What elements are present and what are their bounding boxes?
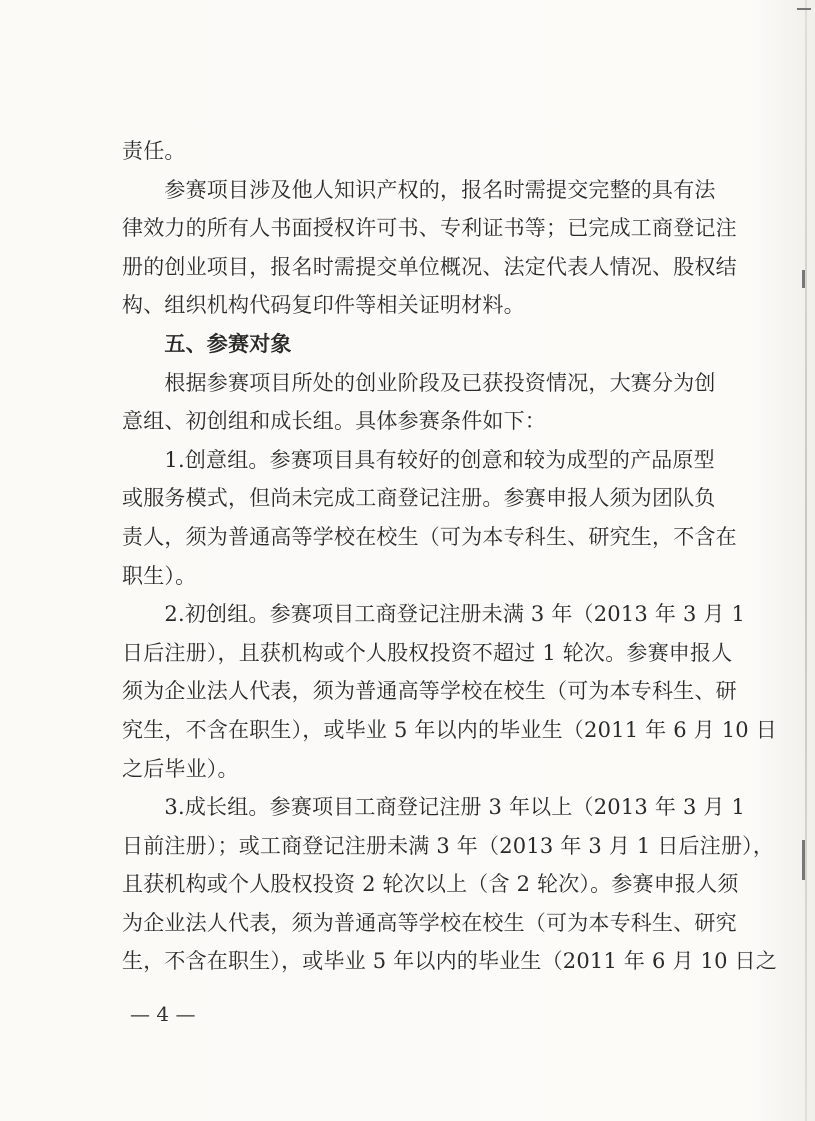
edge-mark bbox=[802, 270, 805, 288]
text-line: 册的创业项目，报名时需提交单位概况、法定代表人情况、股权结 bbox=[122, 254, 737, 279]
page-edge-shadow bbox=[805, 0, 807, 1121]
document-body bbox=[122, 132, 777, 981]
text-line: 为企业法人代表，须为普通高等学校在校生（可为本专科生、研究 bbox=[122, 910, 737, 935]
text-line: 2.初创组。参赛项目工商登记注册未满 3 年（2013 年 3 月 1 bbox=[122, 602, 746, 627]
section-heading: 五、参赛对象 bbox=[122, 330, 292, 356]
text-line: 或服务模式，但尚未完成工商登记注册。参赛申报人须为团队负 bbox=[122, 486, 716, 511]
text-line: 构、组织机构代码复印件等相关证明材料。 bbox=[122, 293, 525, 318]
text-line: 职生）。 bbox=[122, 563, 197, 588]
text-line: 意组、初创组和成长组。具体参赛条件如下： bbox=[122, 409, 546, 434]
text-line: 之后毕业）。 bbox=[122, 756, 239, 781]
text-line: 责任。 bbox=[122, 139, 186, 163]
text-line: 律效力的所有人书面授权许可书、专利证书等；已完成工商登记注 bbox=[122, 216, 737, 241]
text-line: 须为企业法人代表，须为普通高等学校在校生（可为本专科生、研 bbox=[122, 679, 737, 704]
text-line: 参赛项目涉及他人知识产权的，报名时需提交完整的具有法 bbox=[122, 177, 716, 202]
text-line: 日后注册），且获机构或个人股权投资不超过 1 轮次。参赛申报人 bbox=[122, 640, 733, 665]
text-line: 生，不含在职生），或毕业 5 年以内的毕业生（2011 年 6 月 10 日之 bbox=[122, 949, 777, 974]
text-line: 3.成长组。参赛项目工商登记注册 3 年以上（2013 年 3 月 1 bbox=[122, 795, 746, 820]
edge-mark bbox=[802, 840, 805, 880]
text-line: 日前注册）；或工商登记注册未满 3 年（2013 年 3 月 1 日后注册）， bbox=[122, 833, 775, 858]
text-line: 根据参赛项目所处的创业阶段及已获投资情况，大赛分为创 bbox=[122, 370, 716, 395]
text-line: 究生，不含在职生），或毕业 5 年以内的毕业生（2011 年 6 月 10 日 bbox=[122, 717, 777, 742]
edge-mark bbox=[797, 8, 811, 10]
text-line: 且获机构或个人股权投资 2 轮次以上（含 2 轮次）。参赛申报人须 bbox=[122, 872, 739, 897]
text-line: 责人，须为普通高等学校在校生（可为本专科生、研究生，不含在 bbox=[122, 524, 737, 549]
text-line: 1.创意组。参赛项目具有较好的创意和较为成型的产品原型 bbox=[122, 447, 715, 472]
page-number: — 4 — bbox=[130, 1002, 196, 1026]
